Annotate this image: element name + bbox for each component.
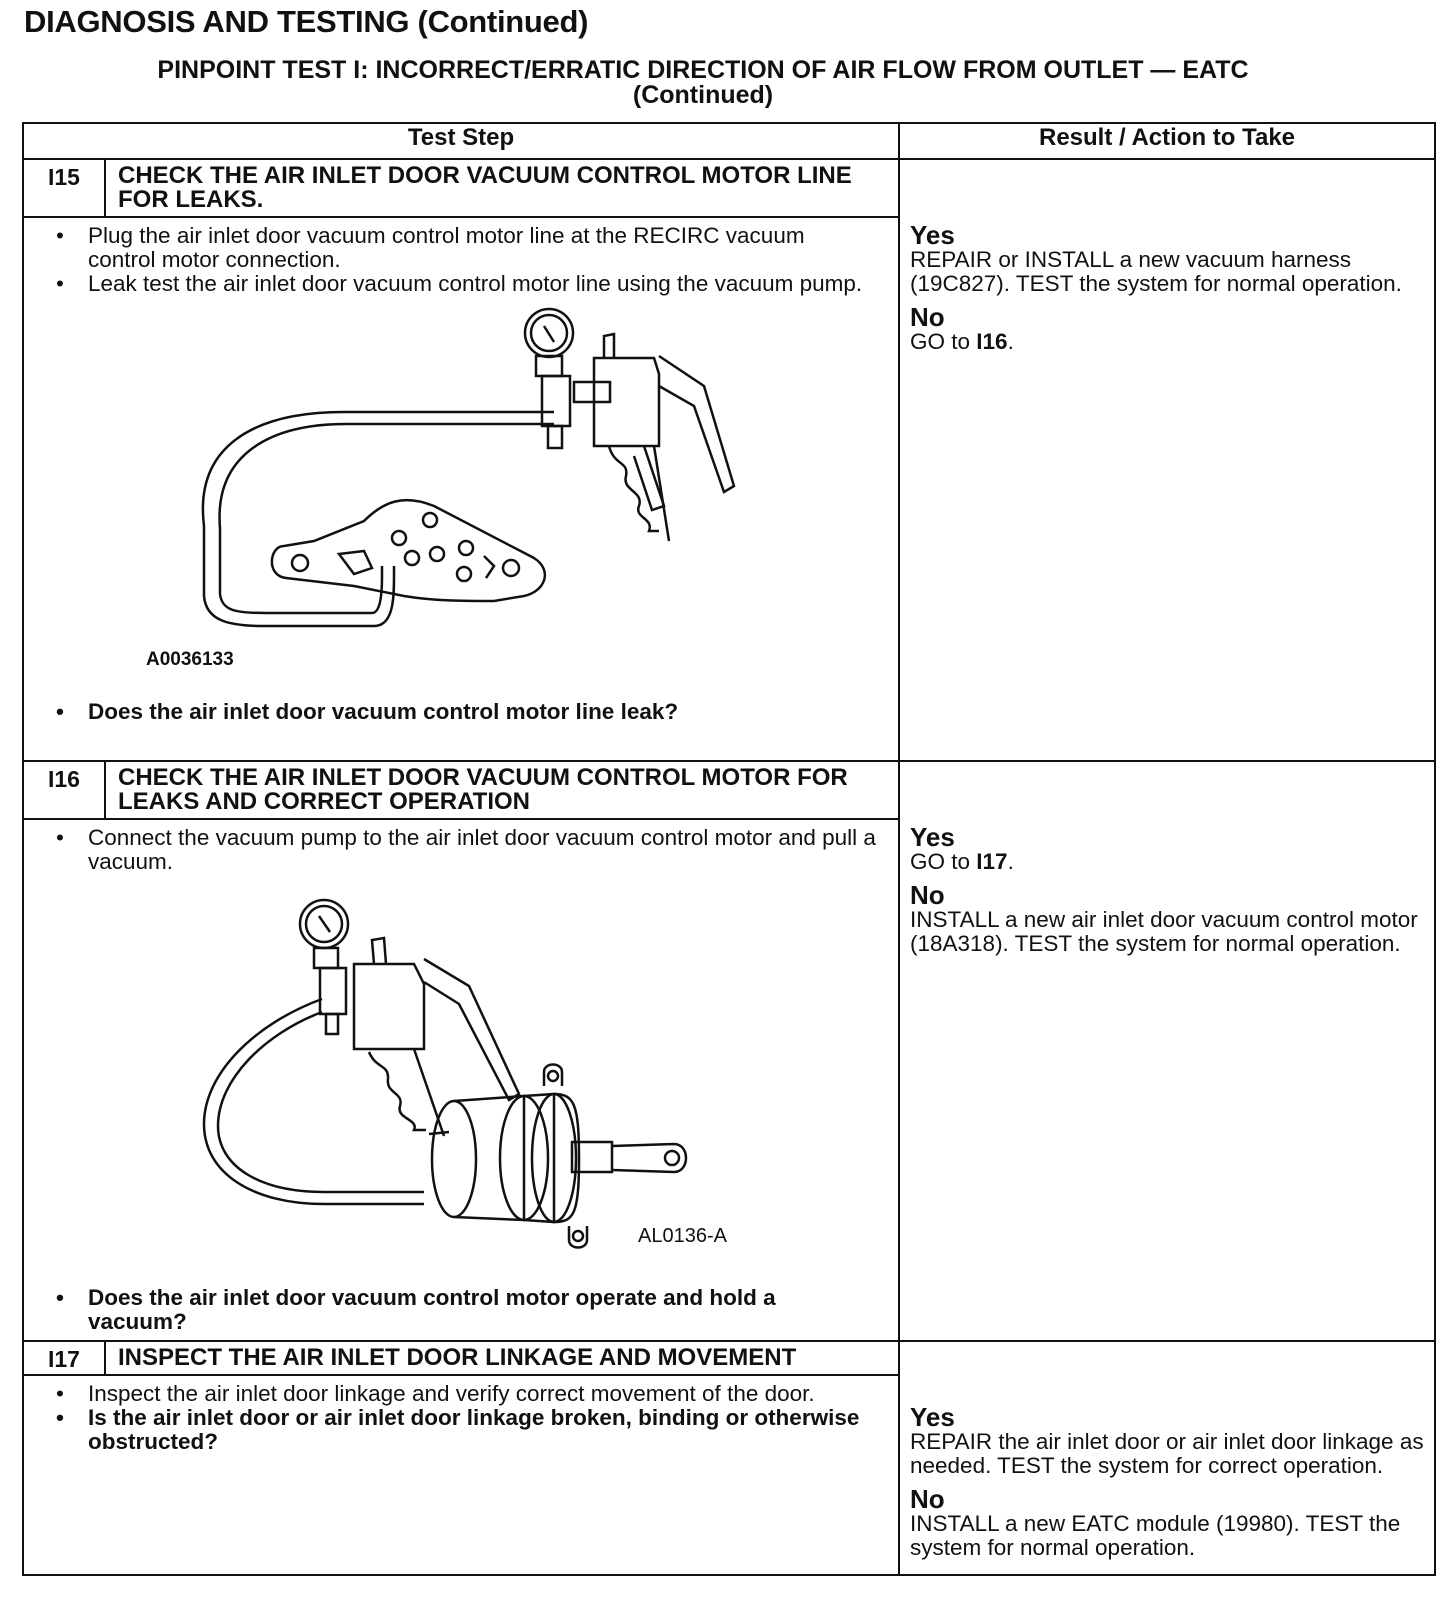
step-row — [23, 761, 1435, 819]
step-title: CHECK THE AIR INLET DOOR VACUUM CONTROL MOTOR LINE FOR LEAKS. — [105, 159, 899, 217]
figure-vacuum-line-test — [54, 296, 878, 676]
col-header-test-step: Test Step — [23, 123, 899, 159]
step-bullets — [54, 224, 878, 296]
vacuum-line-illustration — [54, 296, 834, 676]
step-result — [899, 761, 1435, 1341]
no-action-text-end: . — [1007, 329, 1014, 354]
no-action: INSTALL a new EATC module (19980). TEST the system for normal operation. — [910, 1511, 1401, 1560]
step-title: INSPECT THE AIR INLET DOOR LINKAGE AND MOVEMENT — [105, 1341, 899, 1375]
step-bullet: • Plug the air inlet door vacuum control motor line at the RECIRC vacuum control motor connection. — [88, 224, 878, 272]
step-result — [899, 159, 1435, 761]
step-bullets — [54, 1382, 878, 1454]
step-number: I16 — [23, 761, 105, 819]
step-question: • Does the air inlet door vacuum control motor operate and hold a vacuum? — [88, 1286, 878, 1334]
no-label: No — [910, 880, 945, 910]
step-result — [899, 1341, 1435, 1575]
control-motor-illustration — [54, 874, 834, 1264]
step-row — [23, 159, 1435, 217]
yes-action — [910, 850, 1424, 874]
col-header-result: Result / Action to Take — [899, 123, 1435, 159]
yes-label: Yes — [910, 1402, 955, 1432]
step-bullets — [54, 826, 878, 874]
figure-caption: A0036133 — [146, 649, 234, 670]
no-action: INSTALL a new air inlet door vacuum control motor (18A318). TEST the system for normal operation. — [910, 907, 1418, 956]
yes-label: Yes — [910, 220, 955, 250]
figure-control-motor-test — [54, 874, 878, 1264]
no-label: No — [910, 302, 945, 332]
step-bullet: • Leak test the air inlet door vacuum control motor line using the vacuum pump. — [88, 272, 878, 296]
step-bullet: • Connect the vacuum pump to the air inlet door vacuum control motor and pull a vacuum. — [88, 826, 878, 874]
step-ref: I16 — [976, 329, 1008, 354]
step-question: • Does the air inlet door vacuum control motor line leak? — [88, 700, 878, 724]
step-bullet: • Inspect the air inlet door linkage and verify correct movement of the door. — [88, 1382, 878, 1406]
step-body — [23, 819, 899, 1341]
step-body — [23, 1375, 899, 1575]
step-question-list — [54, 1286, 878, 1334]
step-ref: I17 — [976, 849, 1008, 874]
yes-action: REPAIR or INSTALL a new vacuum harness (19C827). TEST the system for normal operation. — [910, 247, 1402, 296]
step-question-list — [54, 700, 878, 724]
pinpoint-test-title-line2: (Continued) — [632, 81, 774, 109]
step-title: CHECK THE AIR INLET DOOR VACUUM CONTROL MOTOR FOR LEAKS AND CORRECT OPERATION — [105, 761, 899, 819]
no-action-text: GO to — [910, 329, 977, 354]
figure-caption: AL0136-A — [638, 1225, 727, 1247]
page-title: DIAGNOSIS AND TESTING (Continued) — [24, 4, 589, 39]
test-table — [22, 122, 1436, 1576]
yes-action: REPAIR the air inlet door or air inlet door linkage as needed. TEST the system for correct operation. — [910, 1429, 1424, 1478]
step-number: I15 — [23, 159, 105, 217]
step-row — [23, 1341, 1435, 1375]
no-action — [910, 330, 1424, 354]
step-body — [23, 217, 899, 761]
pinpoint-test-title — [24, 58, 1382, 108]
yes-action-text: GO to — [910, 849, 977, 874]
step-question: • Is the air inlet door or air inlet door linkage broken, binding or otherwise obstructed? — [88, 1406, 878, 1454]
step-number: I17 — [23, 1341, 105, 1375]
no-label: No — [910, 1484, 945, 1514]
yes-label: Yes — [910, 822, 955, 852]
pinpoint-test-title-line1: PINPOINT TEST I: INCORRECT/ERRATIC DIRECTION OF AIR FLOW FROM OUTLET — EATC — [157, 56, 1249, 84]
yes-action-text-end: . — [1007, 849, 1014, 874]
